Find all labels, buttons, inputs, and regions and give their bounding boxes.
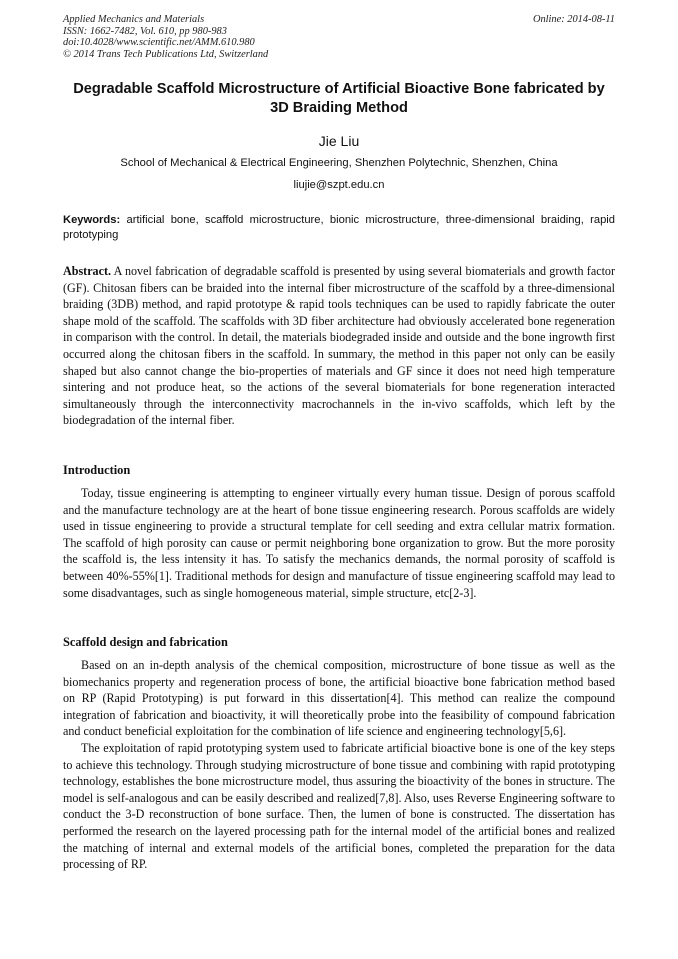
keywords-block bbox=[63, 213, 615, 243]
introduction-paragraph: Today, tissue engineering is attempting to engineer virtually every human tissue. Design of porous scaffold and the manufacture technology are at the heart of bone tissue engineering research. Porous scaffolds are widely used in tissue engineering to provide a structural template for cell seeding and extra cellular matrix formation. The scaffold of high porosity can cause or permit neighboring bone organization to grow. But the more porosity the scaffold is, the less intensity it has. To satisfy the mechanics demands, the normal porosity of scaffold is between 40%-55%[1]. Traditional methods for design and manufacture of tissue engineering scaffold may lead to some disadvantages, such as single homogeneous material, simple structure, etc[2-3]. bbox=[63, 486, 615, 600]
issn-line: ISSN: 1662-7482, Vol. 610, pp 980-983 bbox=[63, 25, 227, 37]
scaffold-paragraph-2: The exploitation of rapid prototyping system used to fabricate artificial bioactive bone is one of the key steps to achieve this technology. Through studying microstructure of bone tissue and combining with rapid prototyping technology, establishes the bone microstructure model, thus assuring the bioactivity of the bones in structure. The model is self-analogous and can be easily described and realized[7,8]. Also, uses Reverse Engineering software to conduct the 3-D reconstruction of bone surface. Then, the lumen of bone is constructed. The dissertation has performed the research on the layered processing path for the internal model of the artificial bones and realized the matching of internal and external models of the artificial bones, completed the preparation for the data processing of RP. bbox=[63, 740, 615, 872]
author-affiliation: School of Mechanical & Electrical Engineering, Shenzhen Polytechnic, Shenzhen, China bbox=[120, 157, 558, 169]
scaffold-section-heading: Scaffold design and fabrication bbox=[63, 635, 228, 649]
scaffold-paragraph-1: Based on an in-depth analysis of the chemical composition, microstructure of bone tissue as well as the biomechanics property and regeneration process of bone, the artificial bioactive bone fabrication method based on RP (Rapid Prototyping) is put forward in this dissertation[4]. This method can realize the compound integration of fabrication and bioactivity, it will theoretically probe into the feasibility of compound fabrication and conduct beneficial exploitation for the combination of life science and engineering technology[5,6]. bbox=[63, 658, 615, 739]
keywords-text: artificial bone, scaffold microstructure, bionic microstructure, three-dimensional braiding, rapid prototyping bbox=[63, 214, 615, 241]
introduction-body bbox=[63, 485, 615, 601]
copyright-line: © 2014 Trans Tech Publications Ltd, Switzerland bbox=[63, 48, 269, 60]
abstract-label: Abstract. bbox=[63, 264, 112, 278]
introduction-heading: Introduction bbox=[63, 463, 131, 477]
abstract-block bbox=[63, 263, 615, 429]
keywords-label: Keywords: bbox=[63, 214, 121, 226]
author-name: Jie Liu bbox=[318, 133, 360, 149]
online-date: Online: 2014-08-11 bbox=[532, 14, 615, 25]
doi-line: doi:10.4028/www.scientific.net/AMM.610.980 bbox=[63, 37, 255, 49]
journal-name: Applied Mechanics and Materials bbox=[63, 14, 205, 25]
scaffold-section-body bbox=[63, 657, 615, 873]
journal-header bbox=[63, 14, 615, 60]
abstract-text: A novel fabrication of degradable scaffold is presented by using several biomaterials and growth factor (GF). Chitosan fibers can be braided into the internal fiber microstructure of the scaffold by a three-dimensional braiding (3DB) method, and rapid prototype & rapid tools techniques can be used to rapidly fabricate the outer shape mold of the scaffold. The scaffolds with 3D fiber architecture had obviously accelerated bone regeneration in comparison with the control. In detail, the materials biodegraded inside and outside and the bone ingrowth first occurred along the chitosan fibers in the scaffold. In summary, the method in this paper not only can be easily shaped but also cannot change the bio-properties of materials and GF since it does not need high temperature sintering and not produce heat, so the actions of the several biomaterials for bone regeneration interacted simultaneously through the interconnectivity macrochannels in the in-vivo scaffolds, which left by the biodegradation of the internal fiber. bbox=[63, 264, 616, 428]
author-email: liujie@szpt.edu.cn bbox=[293, 179, 385, 191]
paper-title: Degradable Scaffold Microstructure of Artificial Bioactive Bone fabricated by 3D Braiding Method bbox=[73, 81, 605, 116]
